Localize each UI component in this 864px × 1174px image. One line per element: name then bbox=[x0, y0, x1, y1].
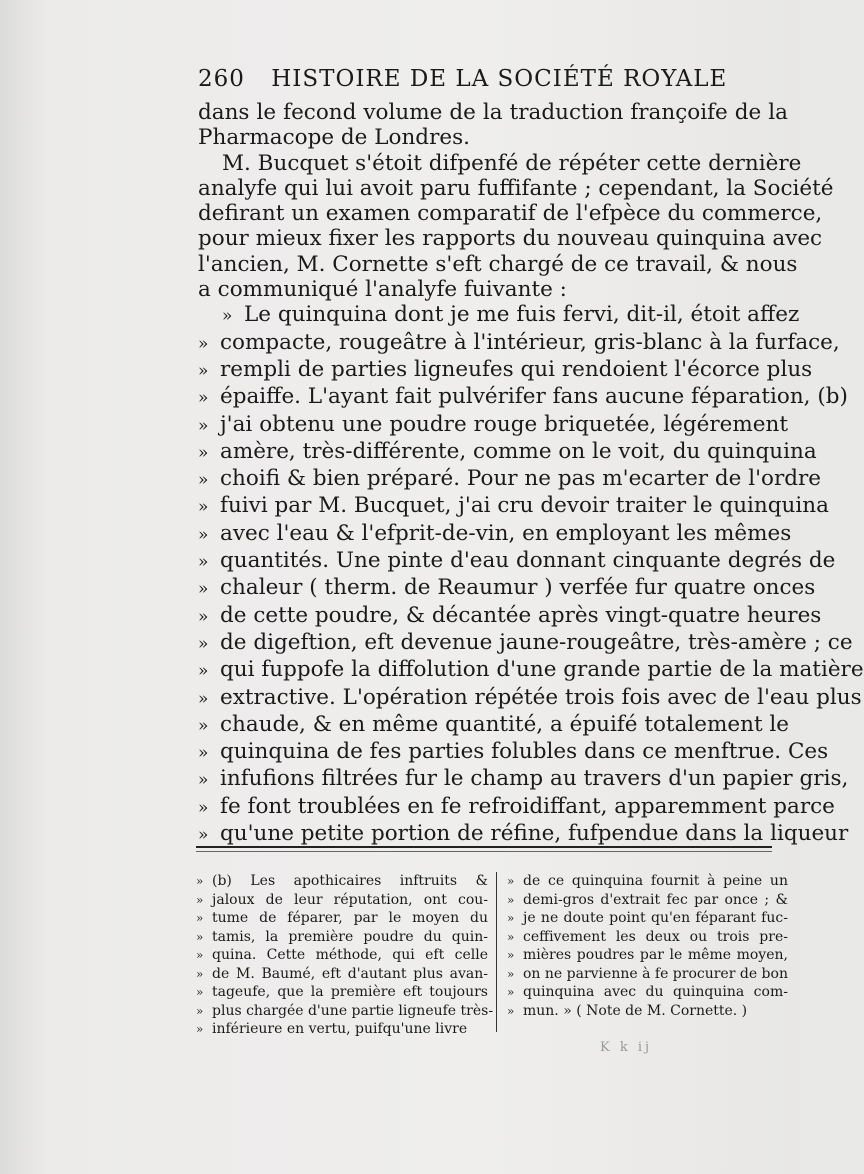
footnote-text: tageufe, que la première eft toujours bbox=[212, 984, 488, 1000]
footnote-text: tume de féparer, par le moyen du bbox=[212, 910, 488, 926]
text-line bbox=[198, 100, 788, 125]
quote-mark: » bbox=[196, 985, 204, 999]
line-text: Le quinquina dont je me fuis fervi, dit-il, étoit affez bbox=[244, 302, 800, 328]
text-line bbox=[198, 384, 848, 411]
footnote-text: je ne doute point qu'en féparant fuc- bbox=[523, 910, 788, 926]
footnote-line bbox=[507, 909, 788, 928]
quote-mark: » bbox=[507, 929, 515, 944]
footnote-line bbox=[196, 946, 488, 965]
footnote-text: quinquina avec du quinquina com- bbox=[523, 984, 788, 1000]
main-text-block bbox=[198, 100, 864, 848]
footnotes bbox=[196, 872, 788, 1037]
quote-mark: » bbox=[507, 874, 515, 888]
footnote-line bbox=[196, 1020, 488, 1039]
line-text: dans le fecond volume de la traduction françoife de la bbox=[198, 100, 788, 125]
line-text: infufions filtrées fur le champ au travers d'un papier gris, bbox=[220, 766, 849, 792]
line-text: j'ai obtenu une poudre rouge briquetée, légérement bbox=[220, 411, 788, 437]
footnote-line bbox=[196, 891, 488, 910]
text-line bbox=[198, 329, 840, 357]
text-line bbox=[198, 520, 792, 548]
running-title: HISTOIRE DE LA SOCIÉTÉ ROYALE bbox=[271, 66, 728, 92]
text-line bbox=[198, 175, 834, 201]
line-text: fe font troublées en fe refroidiffant, apparemment parce bbox=[220, 793, 835, 819]
footnote-line bbox=[507, 872, 788, 891]
footnote-line bbox=[507, 928, 788, 947]
footnote-line bbox=[196, 928, 488, 947]
footnote-line bbox=[507, 965, 788, 984]
footnote-text: jaloux de leur réputation, ont cou- bbox=[212, 891, 488, 908]
quote-mark: » bbox=[198, 388, 209, 409]
line-text: choifi & bien préparé. Pour ne pas m'ecarter de l'ordre bbox=[220, 466, 821, 492]
footnote-text: mun. » ( Note de M. Cornette. ) bbox=[523, 1002, 748, 1019]
line-text: a communiqué l'analyfe fuivante : bbox=[198, 277, 567, 303]
quote-mark: » bbox=[198, 333, 209, 354]
text-line bbox=[198, 150, 802, 176]
text-line bbox=[198, 684, 862, 712]
text-line bbox=[198, 356, 813, 384]
text-line bbox=[198, 125, 788, 150]
quote-mark: » bbox=[198, 715, 209, 736]
quote-mark: » bbox=[196, 1003, 204, 1018]
quote-mark: » bbox=[196, 874, 204, 888]
footnote-line bbox=[507, 983, 788, 1002]
footnote-rule bbox=[196, 846, 772, 848]
quote-mark: » bbox=[196, 929, 204, 944]
line-text: quinquina de fes parties folubles dans ce menftrue. Ces bbox=[220, 739, 829, 765]
quote-mark: » bbox=[198, 360, 209, 381]
quote-mark: » bbox=[198, 661, 209, 682]
line-text: defirant un examen comparatif de l'efpèce du commerce, bbox=[198, 201, 823, 227]
text-line bbox=[198, 201, 823, 227]
line-text: chaude, & en même quantité, a épuifé totalement le bbox=[220, 711, 790, 737]
running-header bbox=[198, 66, 758, 102]
text-line bbox=[198, 712, 788, 739]
footnote-text: inférieure en vertu, puifqu'une livre bbox=[212, 1021, 468, 1037]
line-text: compacte, rougeâtre à l'intérieur, gris-blanc à la furface, bbox=[220, 329, 840, 355]
line-text: rempli de parties ligneufes qui rendoient l'écorce plus bbox=[220, 356, 813, 382]
footnote-text: quina. Cette méthode, qui eft celle bbox=[212, 947, 488, 963]
quote-mark: » bbox=[196, 911, 204, 925]
line-text: de digeftion, eft devenue jaune-rougeâtre, très-amère ; ce bbox=[220, 629, 853, 655]
footnote-text: mières poudres par le même moyen, bbox=[523, 947, 788, 963]
quote-mark: » bbox=[198, 797, 209, 818]
footnote-column-right bbox=[496, 872, 788, 1032]
footnote-text: ceffivement les deux ou trois pre- bbox=[523, 928, 788, 945]
text-line bbox=[198, 226, 823, 252]
quote-mark: » bbox=[198, 552, 209, 573]
text-line bbox=[198, 466, 821, 493]
footnote-line bbox=[507, 891, 788, 910]
text-line bbox=[198, 766, 849, 793]
quote-mark: » bbox=[198, 633, 209, 654]
text-line bbox=[198, 821, 849, 848]
text-line bbox=[198, 575, 816, 602]
line-text: épaiffe. L'ayant fait pulvérifer fans aucune féparation, (b) bbox=[220, 384, 848, 410]
footnote-line bbox=[196, 872, 488, 891]
text-line bbox=[198, 602, 822, 630]
quote-mark: » bbox=[222, 306, 233, 327]
footnote-line bbox=[507, 946, 788, 965]
footnote-text: tamis, la première poudre du quin- bbox=[212, 928, 488, 945]
footnote-text: on ne parvienne à fe procurer de bon bbox=[523, 965, 788, 982]
footnote-text: de ce quinquina fournit à peine un bbox=[523, 873, 788, 889]
line-text: amère, très-différente, comme on le voit, du quinquina bbox=[220, 438, 817, 464]
quote-mark: » bbox=[198, 825, 209, 846]
quote-mark: » bbox=[507, 985, 515, 999]
quote-mark: » bbox=[198, 770, 209, 791]
quote-mark: » bbox=[507, 1003, 515, 1018]
quote-mark: » bbox=[507, 948, 515, 962]
line-text: pour mieux fixer les rapports du nouveau quinquina avec bbox=[198, 226, 823, 252]
footnote-line bbox=[196, 909, 488, 928]
line-text: qui fuppofe la diffolution d'une grande partie de la matière bbox=[220, 657, 864, 683]
footnote-text: (b) Les apothicaires inftruits & bbox=[212, 873, 488, 889]
text-line bbox=[198, 412, 788, 439]
line-text: quantités. Une pinte d'eau donnant cinquante degrés de bbox=[220, 548, 836, 574]
footnote-text: demi-gros d'extrait fec par once ; & bbox=[523, 891, 788, 908]
page-number: 260 bbox=[198, 66, 245, 92]
line-text: analyfe qui lui avoit paru fuffifante ; cependant, la Société bbox=[198, 175, 834, 201]
quote-mark: » bbox=[196, 948, 204, 962]
footnote-line bbox=[507, 1002, 788, 1021]
text-line bbox=[198, 739, 829, 766]
quote-mark: » bbox=[198, 579, 209, 600]
quote-mark: » bbox=[196, 892, 204, 907]
quote-mark: » bbox=[198, 415, 209, 436]
footnote-text: de M. Baumé, eft d'autant plus avan- bbox=[212, 965, 488, 982]
quote-mark: » bbox=[196, 1022, 204, 1036]
footnote-line bbox=[196, 965, 488, 984]
quote-mark: » bbox=[198, 442, 209, 463]
line-text: avec l'eau & l'efprit-de-vin, en employant les mêmes bbox=[220, 520, 792, 546]
text-line bbox=[198, 548, 836, 575]
text-line bbox=[198, 302, 800, 329]
text-line bbox=[198, 629, 853, 657]
footnote-line bbox=[196, 1002, 494, 1021]
quote-mark: » bbox=[198, 470, 209, 491]
quote-mark: » bbox=[198, 497, 209, 518]
signature-mark: K k ij bbox=[600, 1040, 653, 1055]
line-text: de cette poudre, & décantée après vingt-quatre heures bbox=[220, 602, 822, 628]
line-text: M. Bucquet s'étoit difpenfé de répéter cette dernière bbox=[222, 150, 802, 176]
quote-mark: » bbox=[196, 966, 204, 981]
quote-mark: » bbox=[198, 743, 209, 764]
line-text: chaleur ( therm. de Reaumur ) verfée fur quatre onces bbox=[220, 575, 816, 601]
quote-mark: » bbox=[198, 606, 209, 627]
text-line bbox=[198, 438, 817, 466]
footnote-text: plus chargée d'une partie ligneufe très- bbox=[212, 1002, 494, 1019]
quote-mark: » bbox=[198, 688, 209, 709]
quote-mark: » bbox=[507, 892, 515, 907]
footnote-column-left bbox=[196, 872, 496, 1037]
line-text: extractive. L'opération répétée trois fois avec de l'eau plus bbox=[220, 684, 862, 710]
line-text: fuivi par M. Bucquet, j'ai cru devoir traiter le quinquina bbox=[220, 493, 829, 519]
quote-mark: » bbox=[507, 911, 515, 925]
text-line bbox=[198, 277, 788, 302]
footnote-rule-thin bbox=[196, 851, 772, 852]
line-text: qu'une petite portion de réfine, fufpendue dans la liqueur bbox=[220, 821, 849, 847]
quote-mark: » bbox=[198, 524, 209, 545]
quote-mark: » bbox=[507, 966, 515, 981]
text-line bbox=[198, 657, 864, 684]
text-line bbox=[198, 251, 798, 277]
line-text: Pharmacope de Londres. bbox=[198, 125, 470, 151]
line-text: l'ancien, M. Cornette s'eft chargé de ce travail, & nous bbox=[198, 251, 798, 277]
footnote-line bbox=[196, 983, 488, 1002]
text-line bbox=[198, 793, 835, 821]
text-line bbox=[198, 493, 829, 520]
